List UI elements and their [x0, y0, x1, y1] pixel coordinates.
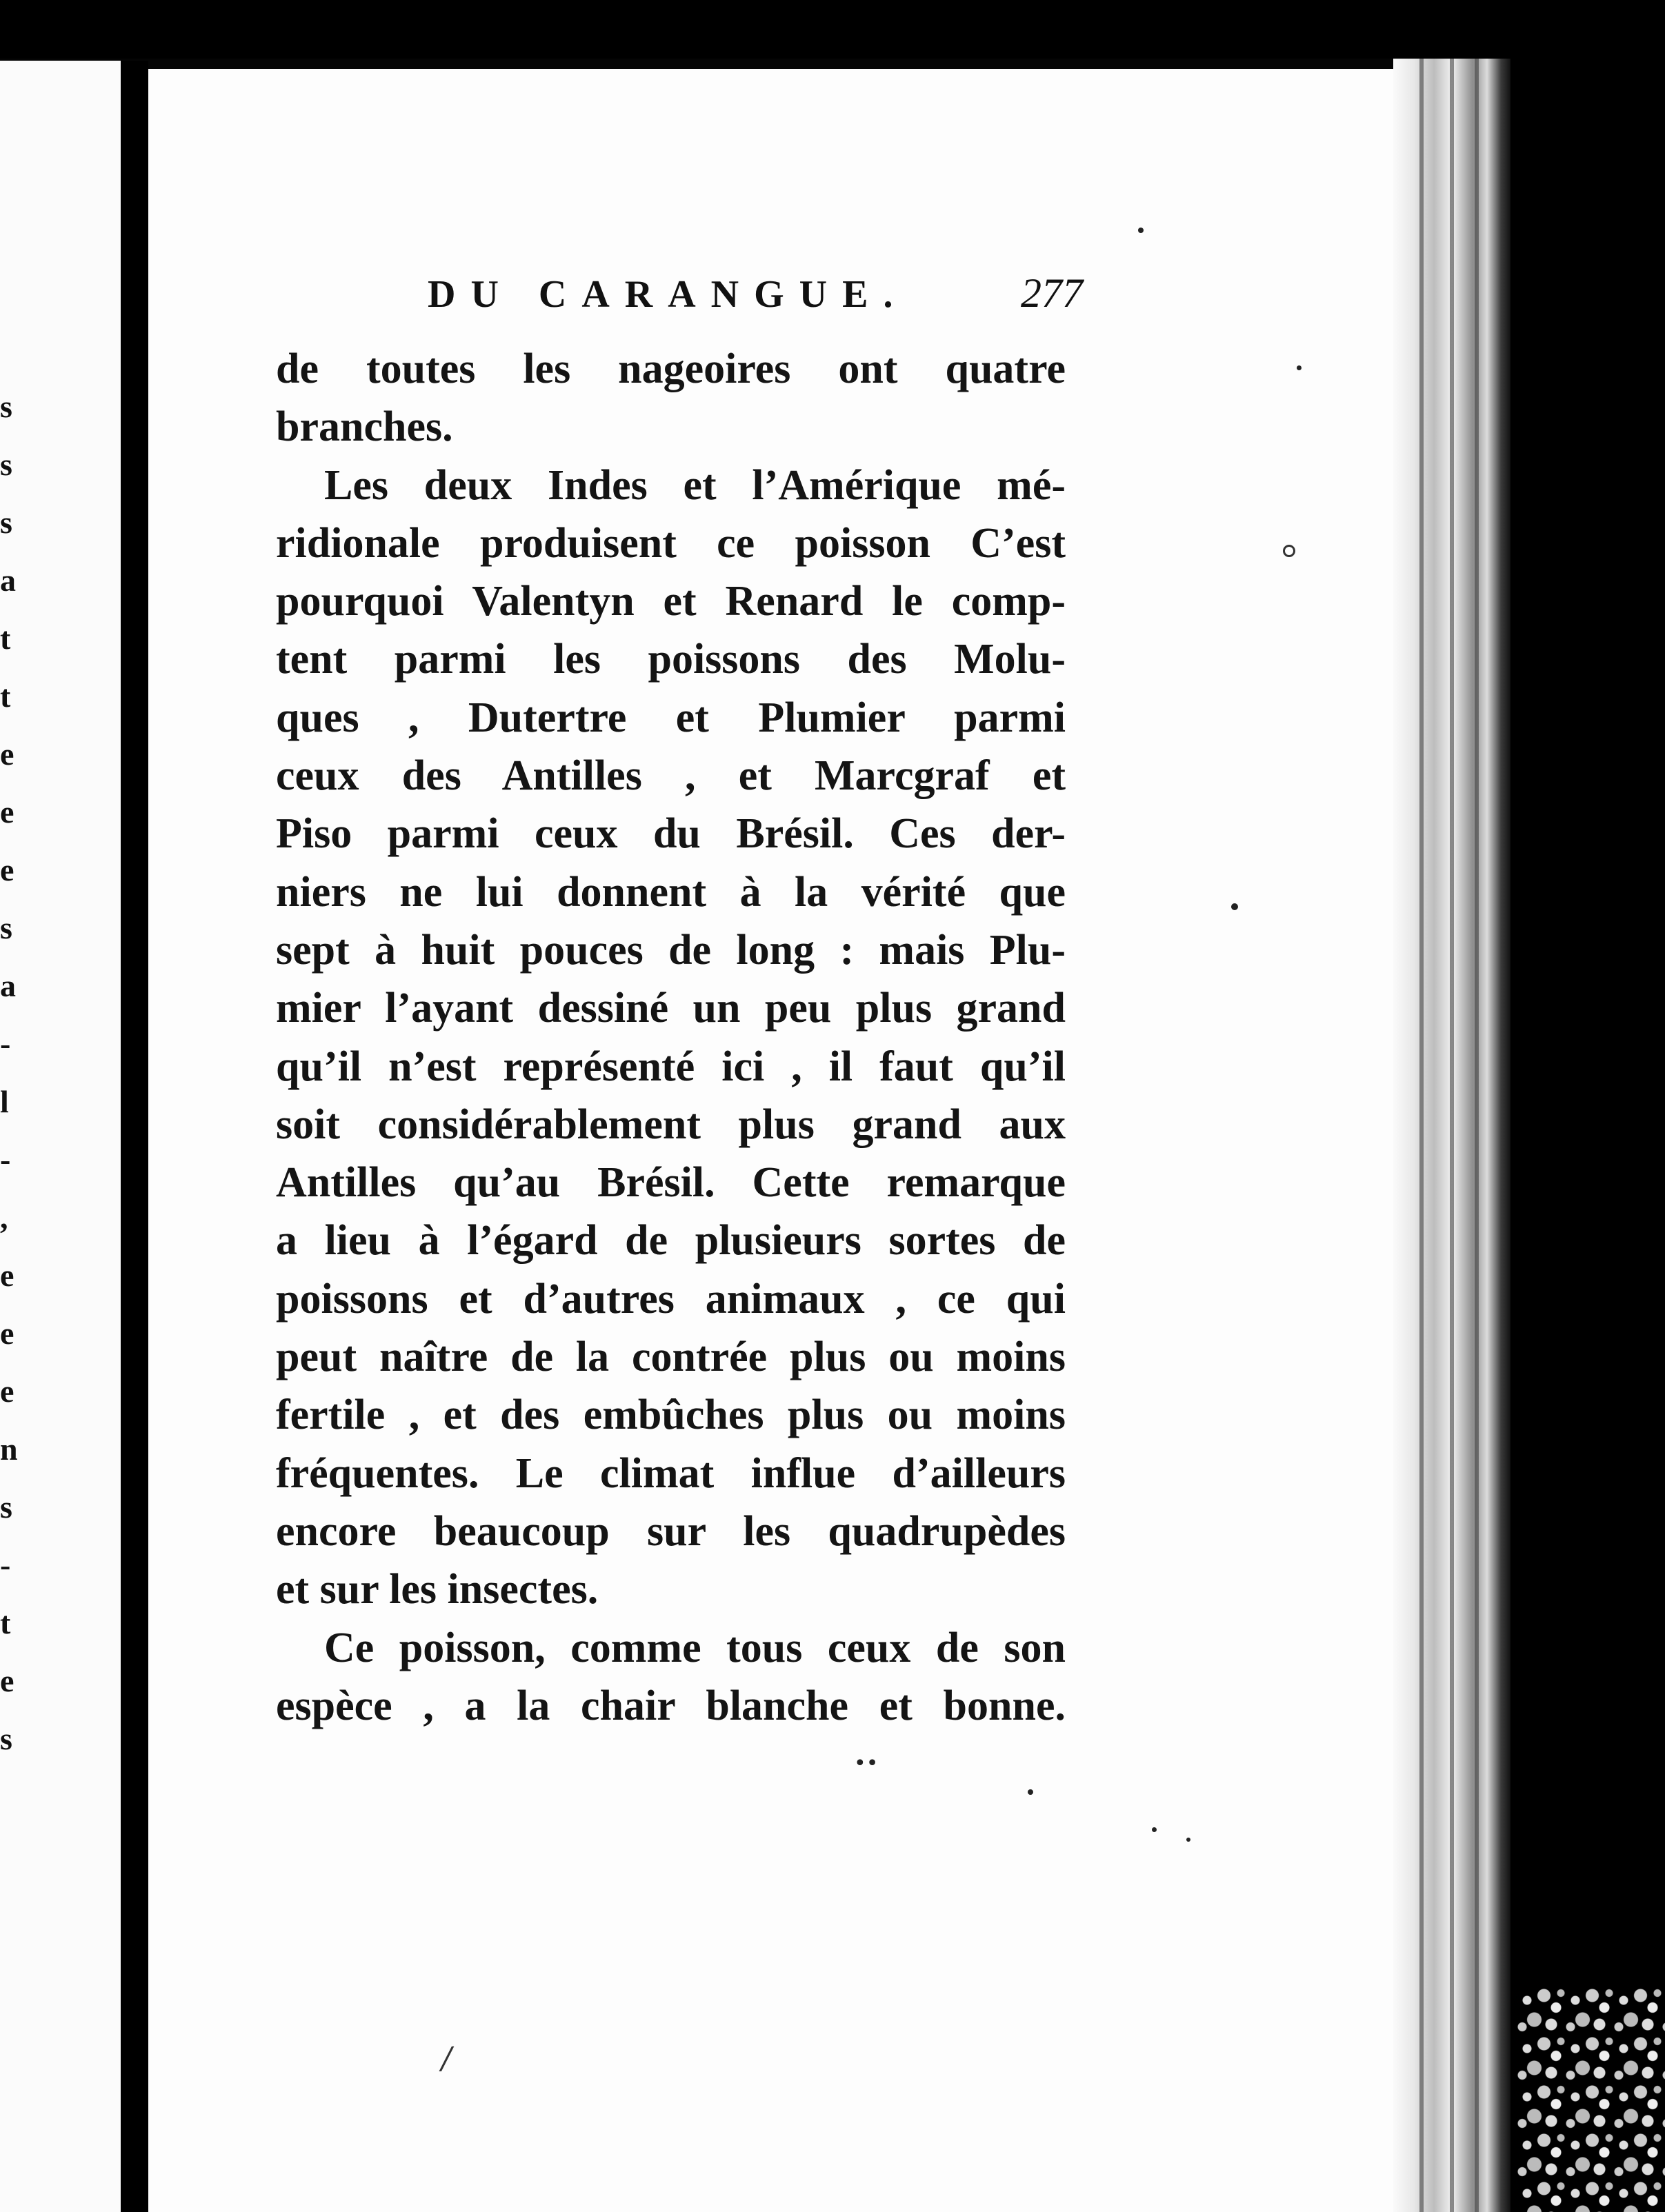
edge-char: -	[0, 1547, 11, 1582]
text-line: mier l’ayant dessiné un peu plus grand	[276, 985, 1066, 1032]
edge-char: t	[0, 621, 11, 656]
scan-border-top	[0, 0, 1665, 59]
text-line: ceux des Antilles , et Marcgraf et	[276, 752, 1066, 800]
book-gutter	[121, 61, 148, 2212]
text-line: Ce poisson, comme tous ceux de son	[324, 1624, 1066, 1671]
stray-pen-mark: /	[441, 2041, 452, 2076]
text-line: branches.	[276, 403, 453, 451]
text-line: pourquoi Valentyn et Renard le comp-	[276, 578, 1066, 625]
signature-mark: ••	[854, 1751, 879, 1776]
paper-speck	[1138, 228, 1144, 233]
text-line: encore beaucoup sur les quadrupèdes	[276, 1507, 1066, 1555]
page-body-text	[276, 340, 1066, 1735]
text-line: Piso parmi ceux du Brésil. Ces der-	[276, 810, 1066, 858]
edge-char: s	[0, 1721, 12, 1756]
paper-speck	[1283, 545, 1295, 557]
edge-char: e	[0, 852, 14, 887]
paper-speck	[1231, 903, 1238, 910]
text-line: sept à huit pouces de long : mais Plu-	[276, 926, 1066, 974]
page-number: 277	[1021, 270, 1083, 316]
edge-char: e	[0, 1374, 14, 1409]
edge-char: ,	[0, 1200, 8, 1235]
text-line: ridionale produisent ce poisson C’est	[276, 519, 1066, 567]
edge-char: -	[0, 1142, 11, 1177]
text-line: de toutes les nageoires ont quatre	[276, 345, 1066, 392]
scan-speckle-noise	[1517, 1986, 1665, 2212]
paper-speck	[1186, 1838, 1190, 1842]
text-line: et sur les insectes.	[276, 1566, 599, 1613]
paper-speck	[1152, 1827, 1157, 1832]
page-edge-line	[1450, 59, 1454, 2212]
edge-char: s	[0, 447, 12, 482]
facing-page-edge-text	[0, 378, 28, 1768]
text-line: fertile , et des embûches plus ou moins	[276, 1391, 1066, 1439]
edge-char: l	[0, 1084, 9, 1119]
edge-char: e	[0, 1258, 14, 1293]
text-line: peut naître de la contrée plus ou moins	[276, 1334, 1066, 1381]
paper-speck	[1297, 365, 1302, 370]
text-line: fréquentes. Le climat influe d’ailleurs	[276, 1449, 1066, 1497]
edge-char: s	[0, 389, 12, 424]
edge-char: e	[0, 1316, 14, 1351]
page-edges-right	[1393, 59, 1511, 2212]
edge-char: e	[0, 1663, 14, 1698]
text-line: Les deux Indes et l’Amérique mé-	[324, 461, 1066, 509]
paper-speck	[1028, 1789, 1033, 1795]
edge-char: e	[0, 736, 14, 772]
page-edge-line	[1475, 59, 1479, 2212]
text-line: soit considérablement plus grand aux	[276, 1100, 1066, 1148]
edge-char: -	[0, 1026, 11, 1061]
text-line: tent parmi les poissons des Molu-	[276, 636, 1066, 683]
edge-char: s	[0, 505, 12, 540]
page-edge-line	[1419, 59, 1424, 2212]
text-line: ques , Dutertre et Plumier parmi	[276, 694, 1066, 741]
text-line: poissons et d’autres animaux , ce qui	[276, 1275, 1066, 1323]
edge-char: e	[0, 794, 14, 830]
text-line: qu’il n’est représenté ici , il faut qu’il	[276, 1043, 1066, 1090]
edge-char: s	[0, 910, 12, 945]
text-line: espèce , a la chair blanche et bonne.	[276, 1682, 1066, 1729]
chapter-running-title: DU CARANGUE.	[428, 273, 908, 316]
running-head	[428, 272, 1083, 334]
edge-char: n	[0, 1431, 18, 1467]
text-line: niers ne lui donnent à la vérité que	[276, 868, 1066, 916]
edge-char: a	[0, 563, 16, 598]
text-line: a lieu à l’égard de plusieurs sortes de	[276, 1217, 1066, 1265]
edge-char: s	[0, 1489, 12, 1525]
scan-border-right	[1511, 0, 1665, 2212]
facing-page-left	[0, 61, 121, 2212]
text-line: Antilles qu’au Brésil. Cette remarque	[276, 1159, 1066, 1207]
edge-char: t	[0, 678, 11, 714]
edge-char: t	[0, 1605, 11, 1640]
edge-char: a	[0, 968, 16, 1003]
